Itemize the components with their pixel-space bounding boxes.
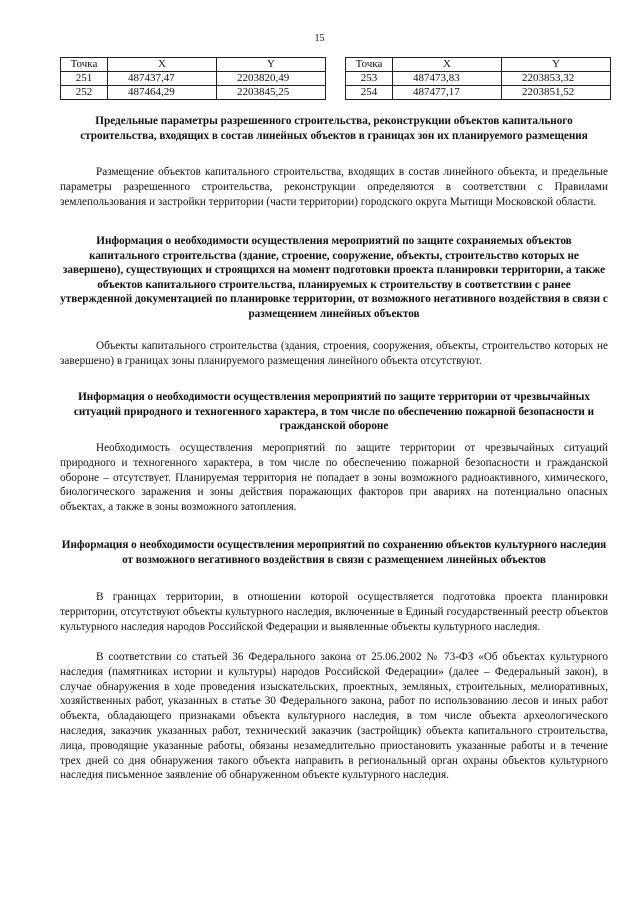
paragraph-cultural-heritage-law: В соответствии со статьей 36 Федерального закона от 25.06.2002 № 73-ФЗ «Об объектах культурного наследия (памятниках истории и культуры) народов Российской Федерации» (далее – Федеральный закон), в случае обнаружения в ходе проведения изыскательских, проектных, земляных, строительных, мелиоративных, хозяйственных работ, указанных в статье 30 Федерального закона, работ по использованию лесов и иных работ объекта, обладающего признаками объекта культурного наследия, в том числе объекта археологического наследия, заказчик указанных работ, технический заказчик (застройщик) объекта капитального строительства, лица, проводящие указанные работы, обязаны незамедлительно приостановить указанные работы и в течение трех дней со дня обнаружения такого объекта направить в региональный орган охраны объектов культурного наследия письменное заявление об обнаруженном объекте культурного наследия. bbox=[60, 651, 608, 782]
table-cell-y: 2203845,25 bbox=[217, 86, 326, 100]
table-cell-x: 487473,83 bbox=[393, 72, 502, 86]
section-heading-construction-parameters: Предельные параметры разрешенного строительства, реконструкции объектов капитального строительства, входящих в состав линейных объектов в границах зон их планируемого размещения bbox=[80, 115, 588, 142]
column-header-point: Точка bbox=[346, 58, 393, 72]
table-header-row bbox=[61, 58, 326, 72]
section-heading-cultural-heritage: Информация о необходимости осуществления мероприятий по сохранению объектов культурного наследия от возможного негативного воздействия в связи с размещением линейных объектов bbox=[61, 539, 607, 566]
coordinates-table-left bbox=[60, 57, 326, 100]
table-row bbox=[346, 86, 611, 100]
page-number: 15 bbox=[314, 33, 325, 44]
table-cell-x: 487437,47 bbox=[108, 72, 217, 86]
table-cell-y: 2203851,52 bbox=[502, 86, 611, 100]
paragraph-cultural-heritage-absence: В границах территории, в отношении которой осуществляется подготовка проекта планировки территории, отсутствуют объекты культурного наследия, включенные в Единый государственный реестр объектов культурного наследия народов Российской Федерации и выявленные объекты культурного наследия. bbox=[60, 591, 608, 633]
table-cell-point: 253 bbox=[346, 72, 393, 86]
table-cell-point: 254 bbox=[346, 86, 393, 100]
column-header-x: X bbox=[108, 58, 217, 72]
table-row bbox=[346, 72, 611, 86]
column-header-x: X bbox=[393, 58, 502, 72]
table-cell-point: 251 bbox=[61, 72, 108, 86]
table-cell-y: 2203820,49 bbox=[217, 72, 326, 86]
table-row bbox=[61, 72, 326, 86]
table-cell-x: 487477,17 bbox=[393, 86, 502, 100]
table-cell-point: 252 bbox=[61, 86, 108, 100]
paragraph-protection-of-objects: Объекты капитального строительства (здания, строения, сооружения, объекты, строительство которых не завершено) в границах зоны планируемого размещения линейного объекта отсутствуют. bbox=[60, 340, 608, 367]
section-heading-protection-of-objects: Информация о необходимости осуществления мероприятий по защите сохраняемых объектов капитального строительства (здание, строение, сооружение, объекты, строительство которых не завершено), существующих и строящихся на момент подготовки проекта планировки территории, а также объектов капитального строительства, планируемых к строительству в соответствии с ранее утвержденной документацией по планировке территории, от возможного негативного воздействия в связи с размещением линейных объектов bbox=[60, 235, 608, 320]
table-cell-x: 487464,29 bbox=[108, 86, 217, 100]
table-row bbox=[61, 86, 326, 100]
paragraph-emergency-protection: Необходимость осуществления мероприятий по защите территории от чрезвычайных ситуаций природного и техногенного характера, в том числе по обеспечению пожарной безопасности и гражданской обороне – отсутствует. Планируемая территория не попадает в зоны возможного радиоактивного, химического, биологического заражения и зоны действия поражающих факторов при авариях на потенциально опасных объектах, а также в зоны возможного затопления. bbox=[60, 442, 608, 514]
section-heading-emergency-protection: Информация о необходимости осуществления мероприятий по защите территории от чрезвычайных ситуаций природного и техногенного характера, в том числе по обеспечению пожарной безопасности и гражданской обороне bbox=[73, 391, 595, 432]
column-header-y: Y bbox=[502, 58, 611, 72]
column-header-y: Y bbox=[217, 58, 326, 72]
column-header-point: Точка bbox=[61, 58, 108, 72]
coordinates-table-right bbox=[345, 57, 611, 100]
table-cell-y: 2203853,32 bbox=[502, 72, 611, 86]
paragraph-construction-parameters: Размещение объектов капитального строительства, входящих в состав линейного объекта, и предельные параметры разрешенного строительства, реконструкции определяются в соответствии с Правилами землепользования и застройки территории (части территории) городского округа Мытищи Московской области. bbox=[60, 166, 608, 208]
table-header-row bbox=[346, 58, 611, 72]
